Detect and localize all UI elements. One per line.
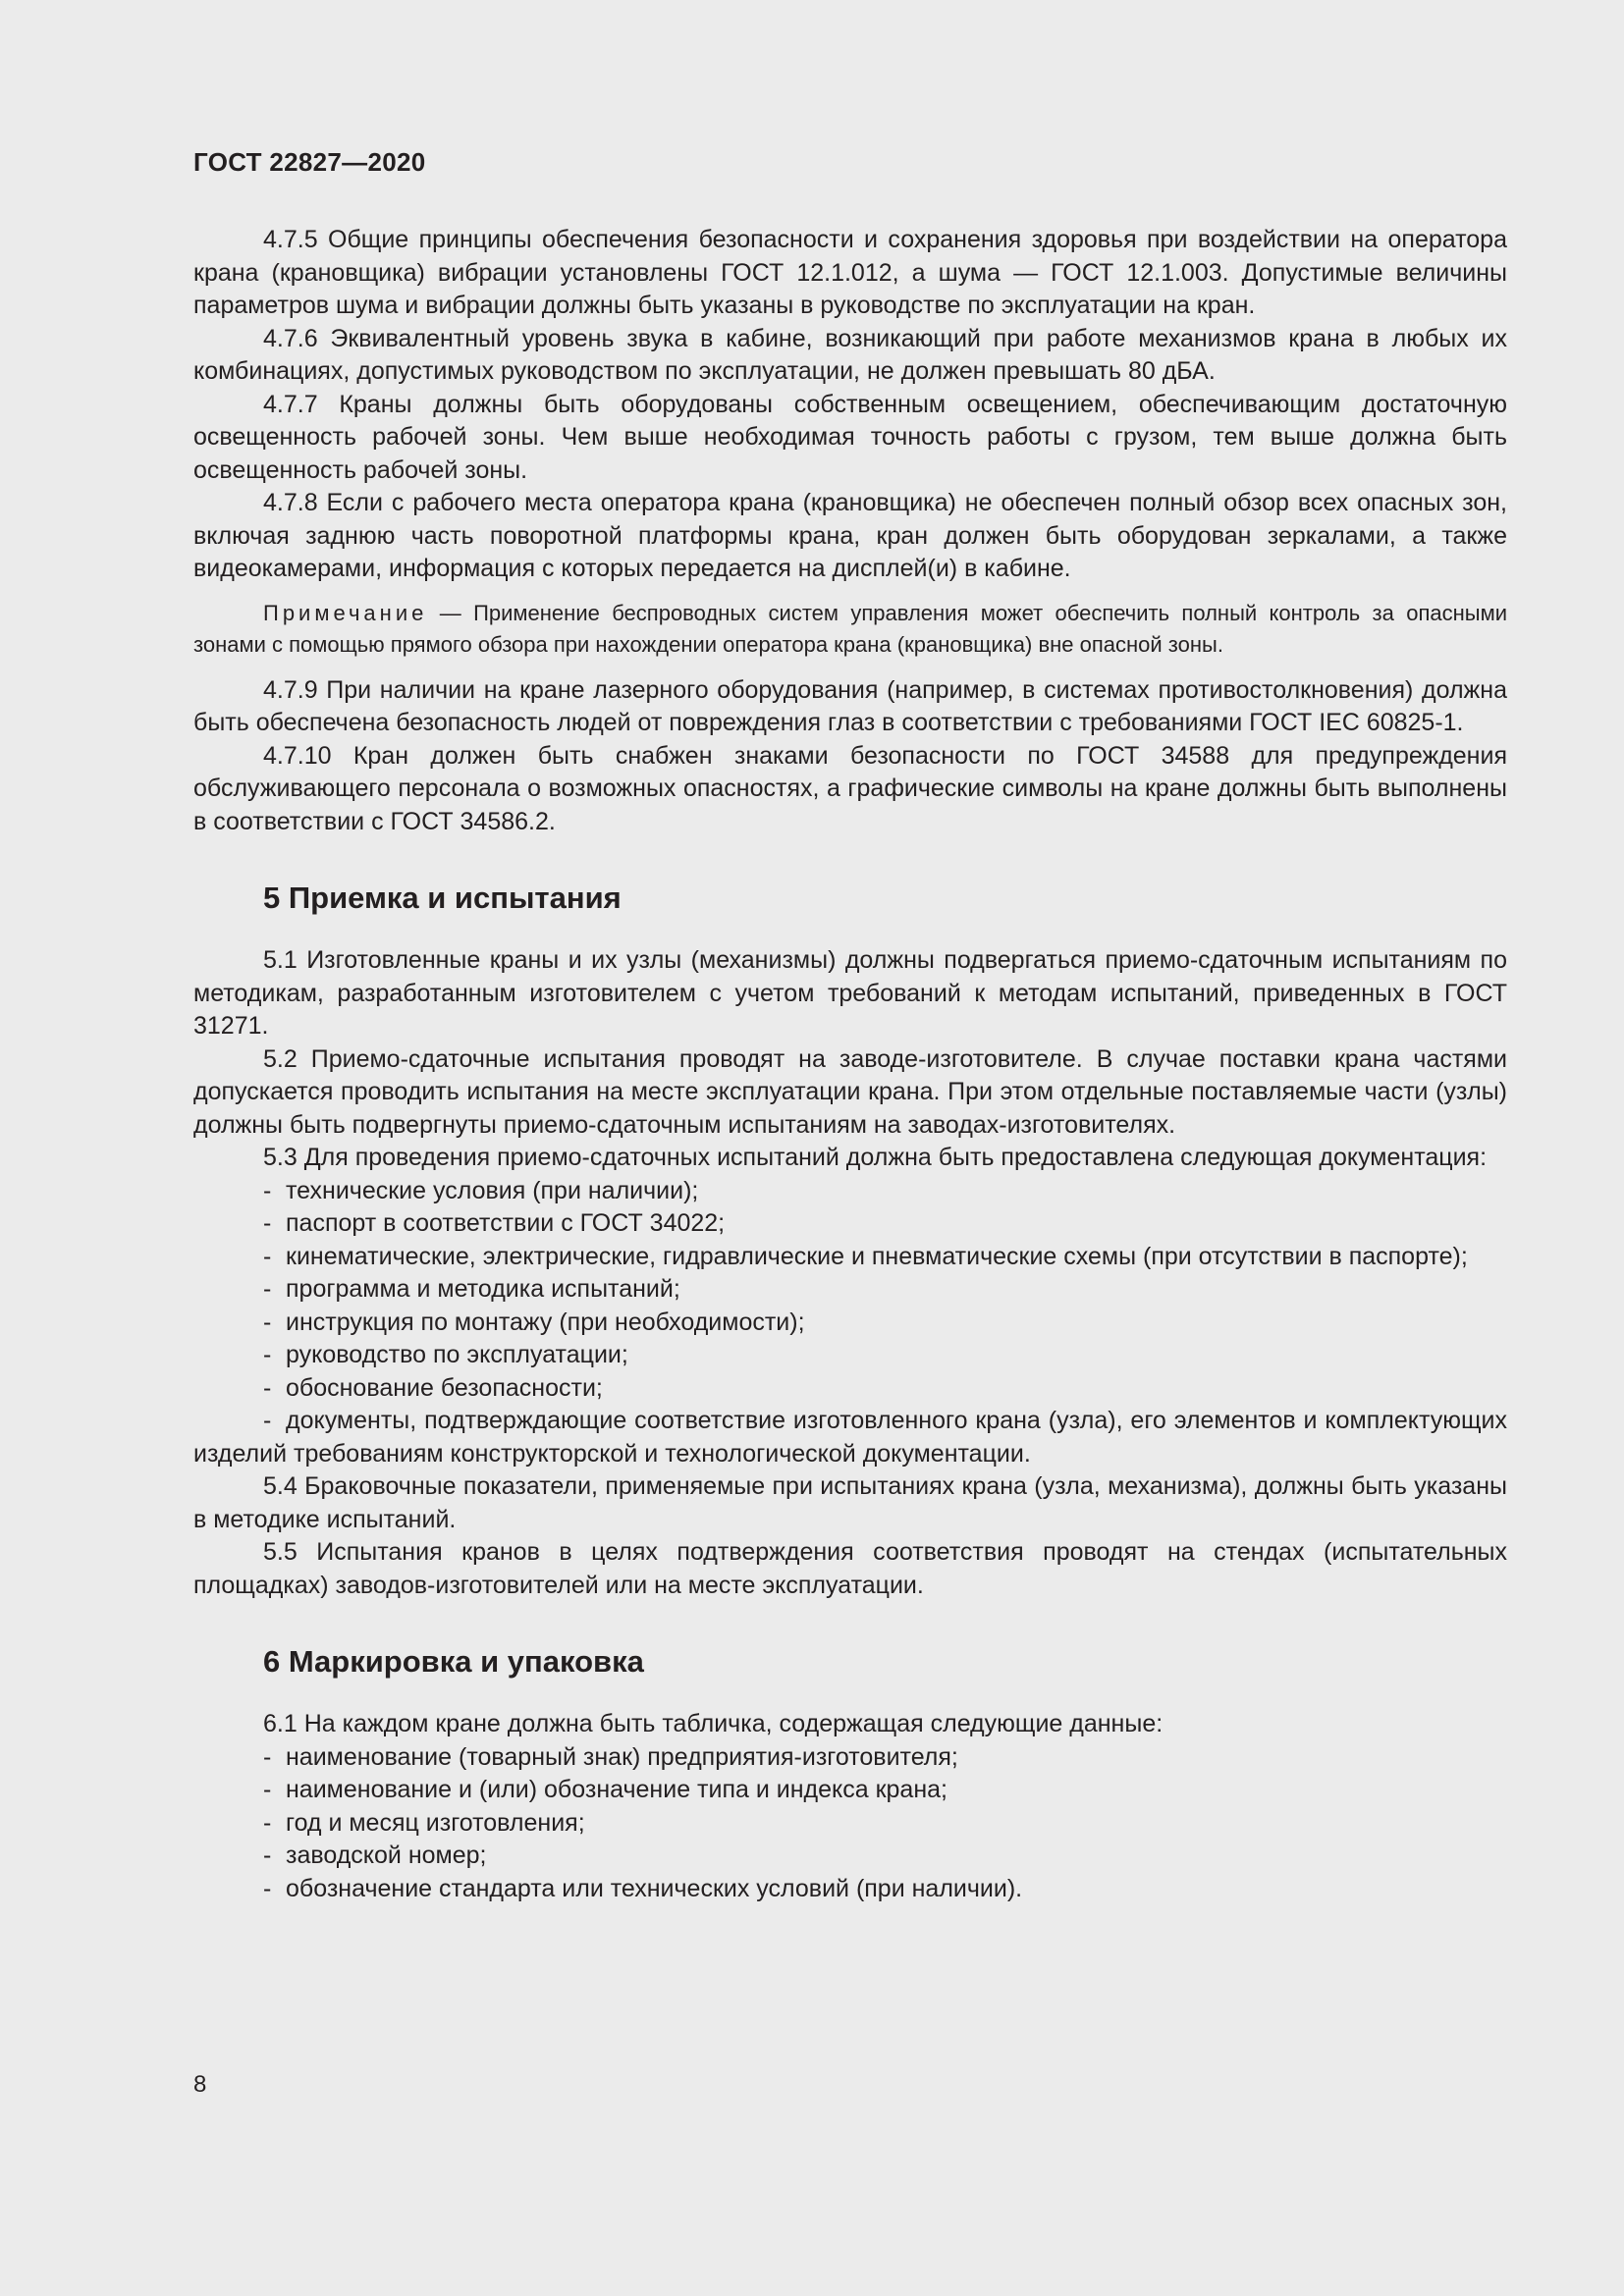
clause-4-7-9: 4.7.9 При наличии на кране лазерного оборудования (например, в системах противостолкновения) должна быть обеспечена безопасность людей от повреждения глаз в соответствии с требованиями ГОСТ IEC 60825-1. [193, 675, 1507, 736]
note-text: — Применение беспроводных систем управления может обеспечить полный контроль за опасными зонами с помощью прямого обзора при нахождении оператора крана (крановщика) вне опасной зоны. [193, 600, 1507, 657]
clause-4-7-8: 4.7.8 Если с рабочего места оператора крана (крановщика) не обеспечен полный обзор всех опасных зон, включая заднюю часть поворотной платформы крана, кран должен быть оборудован зеркалами, а также видеокамерами, информация с которых передается на дисплей(и) в кабине. [193, 489, 1507, 582]
list-item: - обозначение стандарта или технических условий (при наличии). [263, 1874, 1023, 1902]
list-item: - обоснование безопасности; [263, 1373, 603, 1402]
page-number: 8 [193, 2071, 207, 2098]
list-item: - год и месяц изготовления; [263, 1808, 585, 1837]
note [193, 598, 1507, 661]
list-item: - паспорт в соответствии с ГОСТ 34022; [263, 1209, 726, 1237]
section-6-title: 6 Маркировка и упаковка [263, 1644, 644, 1679]
documentation-list [193, 1175, 1507, 1471]
page-content [193, 224, 1507, 1905]
clause-5-5: 5.5 Испытания кранов в целях подтверждения соответствия проводят на стендах (испытательных площадках) заводов-изготовителей или на месте эксплуатации. [193, 1538, 1507, 1599]
list-item: - наименование (товарный знак) предприятия-изготовителя; [263, 1742, 958, 1771]
list-item: - кинематические, электрические, гидравлические и пневматические схемы (при отсутствии в паспорте); [263, 1242, 1468, 1270]
list-item: - технические условия (при наличии); [263, 1176, 699, 1204]
clause-4-7-5: 4.7.5 Общие принципы обеспечения безопасности и сохранения здоровья при воздействии на оператора крана (крановщика) вибрации установлены ГОСТ 12.1.012, а шума — ГОСТ 12.1.003. Допустимые величины параметров шума и вибрации должны быть указаны в руководстве по эксплуатации на кран. [193, 226, 1507, 319]
clause-5-2: 5.2 Приемо-сдаточные испытания проводят на заводе-изготовителе. В случае поставки крана частями допускается проводить испытания на месте эксплуатации крана. При этом отдельные поставляемые части (узлы) должны быть подвергнуты приемо-сдаточным испытаниям на заводах-изготовителях. [193, 1044, 1507, 1139]
list-item: - руководство по эксплуатации; [263, 1341, 628, 1368]
clause-5-1: 5.1 Изготовленные краны и их узлы (механизмы) должны подвергаться приемо-сдаточным испытаниям по методикам, разработанным изготовителем с учетом требований к методам испытаний, приведенных в ГОСТ 31271. [193, 946, 1507, 1040]
clause-4-7-6: 4.7.6 Эквивалентный уровень звука в кабине, возникающий при работе механизмов крана в любых их комбинациях, допустимых руководством по эксплуатации, не должен превышать 80 дБА. [193, 324, 1507, 385]
note-label: Примечание [263, 600, 428, 625]
clause-4-7-7: 4.7.7 Краны должны быть оборудованы собственным освещением, обеспечивающим достаточную освещенность рабочей зоны. Чем выше необходимая точность работы с грузом, тем выше должна быть освещенность рабочей зоны. [193, 390, 1507, 484]
list-item: - программа и методика испытаний; [263, 1275, 680, 1303]
list-item: - документы, подтверждающие соответствие изготовленного крана (узла), его элементов и комплектующих изделий требованиям конструкторской и технологической документации. [193, 1407, 1507, 1468]
clause-6-1: 6.1 На каждом кране должна быть табличка, содержащая следующие данные: [263, 1710, 1164, 1737]
marking-list [193, 1741, 1507, 1906]
clause-4-7-10: 4.7.10 Кран должен быть снабжен знаками безопасности по ГОСТ 34588 для предупреждения обслуживающего персонала о возможных опасностях, а графические символы на кране должны быть выполнены в соответствии с ГОСТ 34586.2. [193, 741, 1507, 835]
list-item: - наименование и (или) обозначение типа и индекса крана; [263, 1776, 947, 1803]
list-item: - инструкция по монтажу (при необходимости); [263, 1308, 805, 1336]
section-5-title: 5 Приемка и испытания [263, 881, 622, 915]
document-code: ГОСТ 22827—2020 [193, 147, 426, 177]
clause-5-3: 5.3 Для проведения приемо-сдаточных испытаний должна быть предоставлена следующая документация: [263, 1144, 1488, 1171]
list-item: - заводской номер; [263, 1842, 487, 1869]
clause-5-4: 5.4 Браковочные показатели, применяемые при испытаниях крана (узла, механизма), должны быть указаны в методике испытаний. [193, 1472, 1507, 1533]
